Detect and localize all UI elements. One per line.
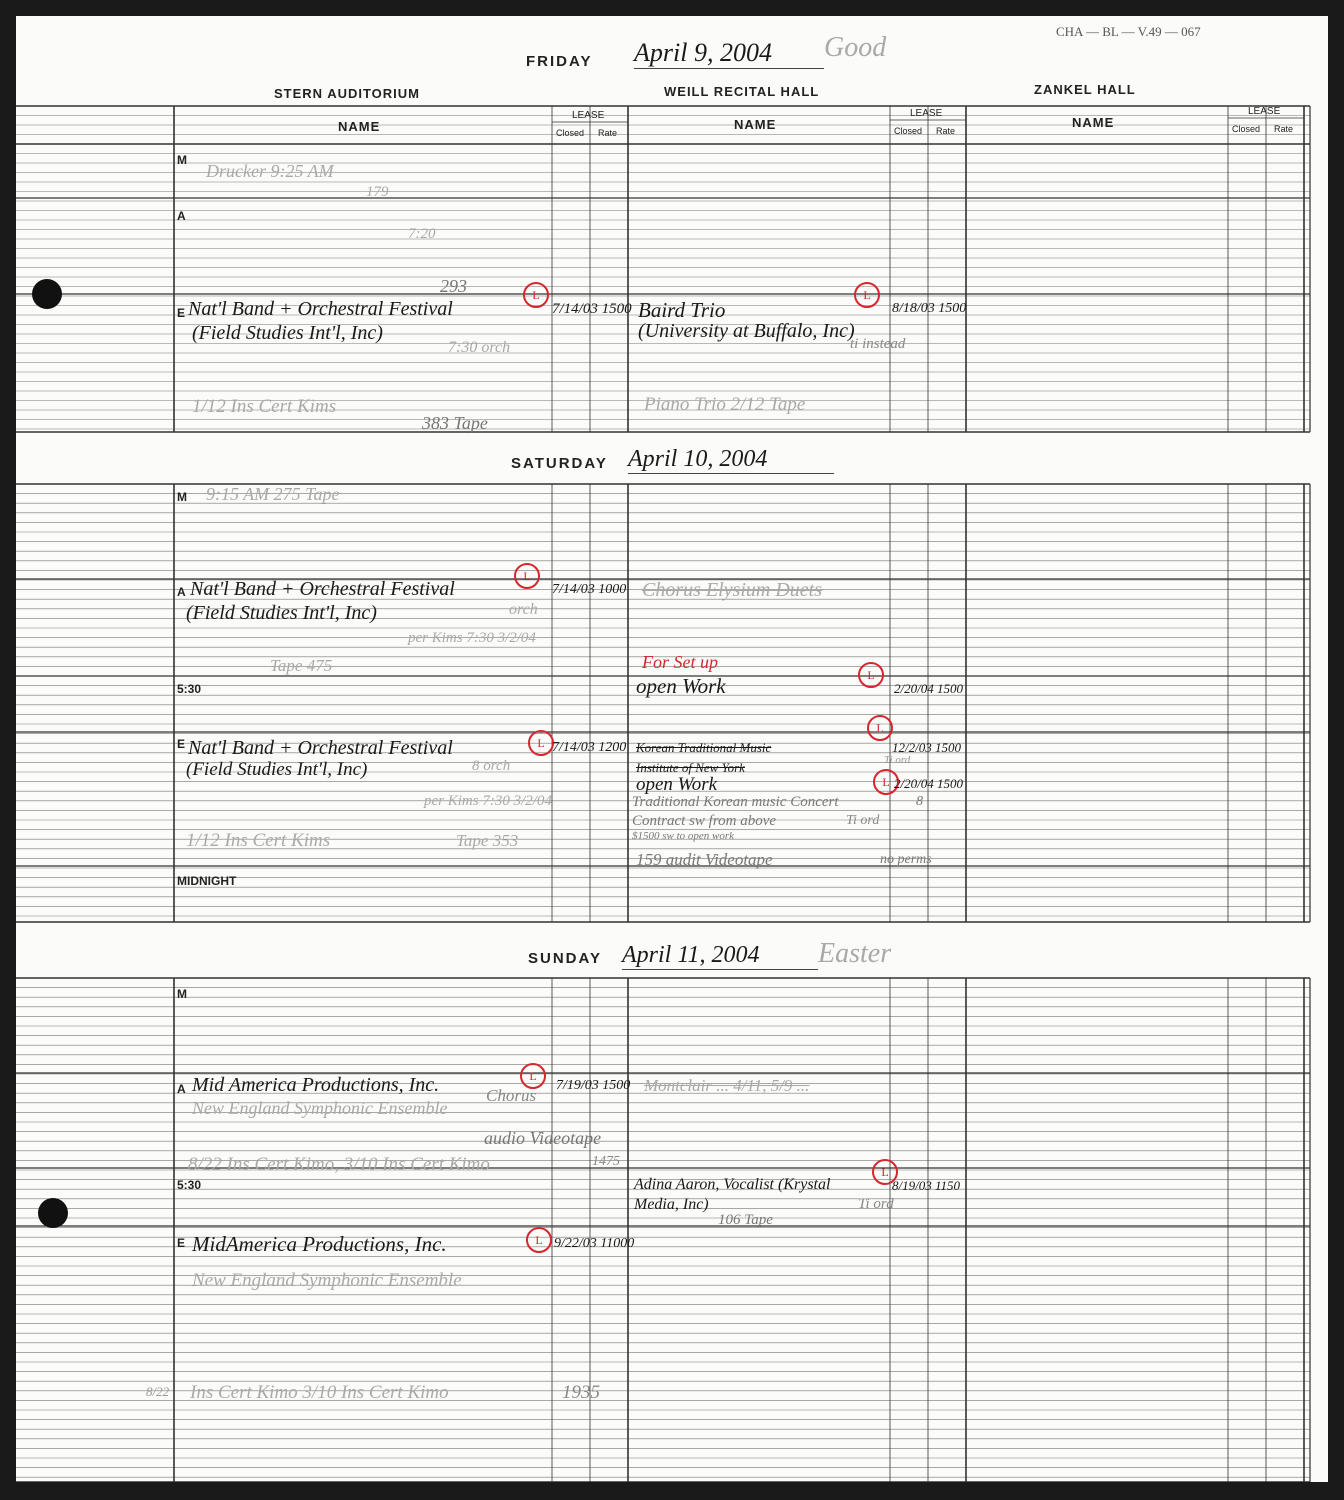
sat-stern-afternoon-lease: 7/14/03 1000 [552, 582, 627, 597]
slot-a-friday: A [177, 209, 186, 223]
sun-stern-cert: 8/22 Ins Cert Kimo, 3/10 Ins Cert Kimo [188, 1154, 490, 1175]
sat-weill-evening-4: Contract sw from above [632, 813, 777, 829]
sat-weill-evening-2: Institute of New York [636, 760, 745, 775]
col-rate-zankel: Rate [1274, 124, 1294, 134]
slot-midnight-saturday: MIDNIGHT [177, 874, 237, 888]
fri-stern-tape: 383 Tape [422, 413, 488, 433]
sun-weill-530-2: Media, Inc) [634, 1196, 709, 1213]
sat-stern-afternoon-1: Nat'l Band + Orchestral Festival [190, 578, 455, 600]
sat-weill-open-work-lease-2: 2/20/04 1500 [894, 776, 963, 791]
sat-stern-morning-note: 9:15 AM 275 Tape [206, 484, 340, 504]
lease-mark-circle: L [858, 662, 884, 688]
ledger-sheet [16, 16, 1328, 1482]
sat-stern-evening-2: (Field Studies Int'l, Inc) [186, 759, 368, 780]
day-label-saturday: SATURDAY [511, 455, 608, 472]
slot-m-sunday: M [177, 987, 187, 1001]
sat-stern-afternoon-notes: orch [509, 601, 538, 618]
fri-weill-evening-lease: 8/18/03 1500 [892, 301, 967, 316]
sat-stern-tape: Tape 353 [456, 831, 519, 850]
sun-stern-evening-1: MidAmerica Productions, Inc. [192, 1232, 447, 1256]
sat-weill-evening-1: Korean Traditional Music [636, 740, 772, 755]
sun-stern-tape: 1475 [592, 1154, 620, 1169]
sat-weill-evening-perms: no perms [880, 852, 932, 867]
col-name-stern: NAME [338, 119, 381, 134]
col-closed-weill: Closed [894, 126, 923, 136]
sat-weill-evening-video: 159 audit Videotape [636, 850, 773, 869]
sat-weill-open-work: open Work [636, 674, 726, 698]
sun-stern-afternoon-lease: 7/19/03 1500 [556, 1078, 631, 1093]
fri-stern-cert: 1/12 Ins Cert Kims [192, 396, 337, 417]
sun-stern-evening-2: New England Symphonic Ensemble [192, 1270, 462, 1291]
col-lease-zankel: LEASE [1248, 106, 1281, 117]
fri-stern-evening-lease: 7/14/03 1500 [552, 301, 632, 317]
fri-stern-count: 293 [440, 276, 467, 296]
lease-mark-circle: L [854, 282, 880, 308]
sun-weill-530-tape: 106 Tape [718, 1212, 773, 1228]
fri-weill-evening-notes: ti instead [850, 336, 906, 352]
sun-stern-bottom-cert: Ins Cert Kimo 3/10 Ins Cert Kimo [190, 1382, 449, 1403]
sat-weill-open-work-2: open Work [636, 774, 718, 795]
sat-stern-evening-kims: per Kims 7:30 3/2/04 [424, 793, 552, 809]
sat-weill-eight: 8 [916, 794, 923, 809]
slot-e-sunday: E [177, 1236, 186, 1250]
fri-stern-morning-count: 179 [366, 184, 389, 200]
slot-e-friday: E [177, 306, 186, 320]
col-closed-zankel: Closed [1232, 124, 1261, 134]
fri-weill-evening-2: (University at Buffalo, Inc) [638, 320, 855, 342]
slot-a-saturday: A [177, 585, 186, 599]
fri-stern-evening-1: Nat'l Band + Orchestral Festival [188, 298, 453, 320]
catalog-id: CHA — BL — V.49 — 067 [1056, 24, 1201, 39]
lease-mark-circle: L [872, 1159, 898, 1185]
fri-stern-afternoon-note: 7:20 [408, 226, 436, 242]
lease-mark-circle: L [867, 715, 893, 741]
sat-stern-evening-1: Nat'l Band + Orchestral Festival [188, 737, 453, 759]
sun-stern-afternoon-notes: Chorus [486, 1086, 537, 1105]
slot-m-friday: M [177, 153, 187, 167]
sat-stern-afternoon-kims: per Kims 7:30 3/2/04 [408, 630, 536, 646]
sat-stern-evening-lease: 7/14/03 1200 [552, 740, 627, 755]
col-name-weill: NAME [734, 117, 777, 132]
lease-mark-circle: L [873, 769, 899, 795]
sat-stern-afternoon-2: (Field Studies Int'l, Inc) [186, 602, 377, 624]
sun-stern-afternoon-2: New England Symphonic Ensemble [192, 1098, 448, 1118]
sun-stern-afternoon-video: audio Videotape [484, 1128, 602, 1148]
sun-weill-530-notes: Ti ord [858, 1196, 894, 1212]
sat-weill-ti-ord: Ti ord [846, 813, 880, 828]
binder-hole-top [32, 279, 62, 309]
date-sunday: April 11, 2004 [622, 942, 818, 970]
hall-weill: WEILL RECITAL HALL [664, 84, 820, 99]
sat-stern-evening-notes: 8 orch [472, 758, 511, 774]
sun-stern-afternoon-1: Mid America Productions, Inc. [192, 1074, 440, 1096]
col-name-zankel: NAME [1072, 115, 1115, 130]
lease-mark-circle: L [526, 1227, 552, 1253]
date-saturday: April 10, 2004 [628, 446, 834, 474]
col-lease-stern: LEASE [572, 110, 605, 121]
fri-weill-tape: Piano Trio 2/12 Tape [644, 394, 806, 415]
hall-zankel: ZANKEL HALL [1034, 82, 1136, 97]
binder-hole-bottom [38, 1198, 68, 1228]
fri-stern-morning-note: Drucker 9:25 AM [206, 161, 334, 181]
slot-e-saturday: E [177, 737, 186, 751]
lease-mark-circle: L [514, 563, 540, 589]
sun-weill-530-lease: 8/19/03 1150 [892, 1178, 961, 1193]
slot-530-sunday: 5:30 [177, 1178, 202, 1192]
slot-530-saturday: 5:30 [177, 682, 202, 696]
sun-stern-evening-lease: 9/22/03 11000 [554, 1236, 635, 1251]
col-rate-weill: Rate [936, 126, 956, 136]
day-label-friday: FRIDAY [526, 53, 593, 70]
day-label-sunday: SUNDAY [528, 950, 602, 967]
fri-weill-evening-1: Baird Trio [638, 298, 726, 322]
sat-weill-evening-5: $1500 sw to open work [632, 830, 735, 842]
sat-weill-evening-3: Traditional Korean music Concert [632, 794, 839, 810]
sun-weill-530-1: Adina Aaron, Vocalist (Krystal [634, 1176, 831, 1193]
sat-weill-open-work-lease: 2/20/04 1500 [894, 681, 963, 696]
lease-mark-circle: L [520, 1063, 546, 1089]
hall-stern: STERN AUDITORIUM [274, 86, 420, 101]
lease-mark-circle: L [528, 730, 554, 756]
sat-weill-evening-lease-note: Ti ord [884, 754, 911, 766]
sun-stern-bottom-date: 8/22 [146, 1384, 170, 1399]
lease-mark-circle: L [523, 282, 549, 308]
col-lease-weill: LEASE [910, 108, 943, 119]
note-friday: Good [824, 32, 887, 63]
sat-stern-cert: 1/12 Ins Cert Kims [186, 830, 331, 851]
sat-stern-afternoon-tape: Tape 475 [270, 656, 333, 675]
sun-stern-bottom-tape: 1935 [562, 1382, 600, 1403]
sat-weill-evening-lease: 12/2/03 1500 [892, 740, 961, 755]
fri-stern-evening-notes: 7:30 orch [448, 339, 511, 356]
col-rate-stern: Rate [598, 128, 618, 138]
note-sunday: Easter [818, 938, 892, 969]
sat-weill-setup: For Set up [642, 652, 718, 672]
date-friday: April 9, 2004 [634, 38, 824, 69]
slot-m-saturday: M [177, 490, 187, 504]
sat-weill-afternoon-crossed: Chorus Elysium Duets [642, 579, 822, 601]
fri-stern-evening-2: (Field Studies Int'l, Inc) [192, 322, 383, 344]
col-closed-stern: Closed [556, 128, 585, 138]
sun-weill-afternoon-crossed: Montclair ... 4/11, 5/9 ... [644, 1076, 810, 1095]
slot-a-sunday: A [177, 1082, 186, 1096]
